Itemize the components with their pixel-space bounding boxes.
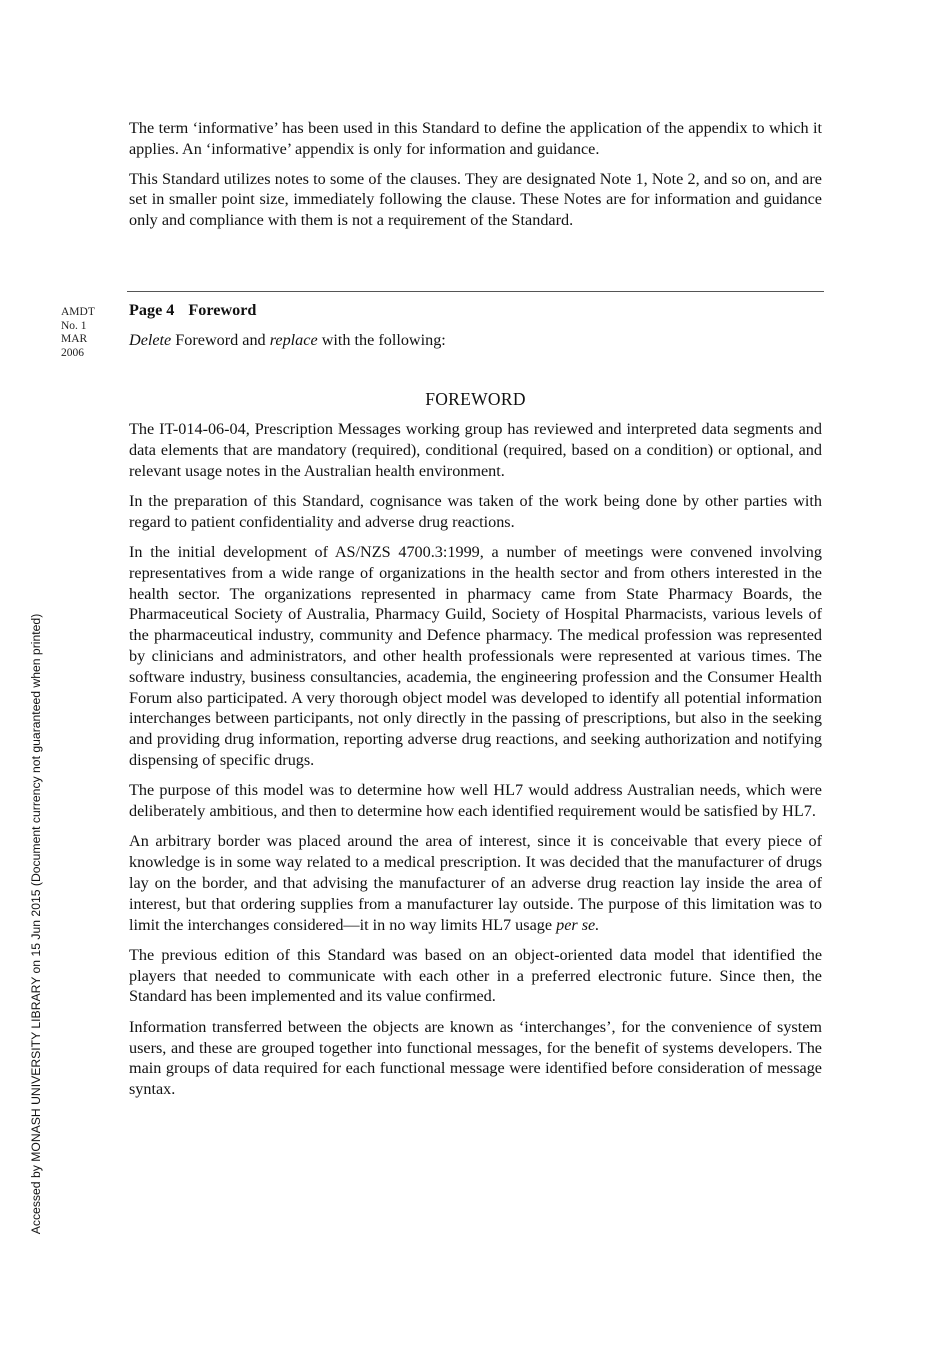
access-watermark-text: Accessed by MONASH UNIVERSITY LIBRARY on 15 Jun 2015 (Document currency not guaranteed when printed)	[29, 613, 43, 1235]
amendment-instruction-text: with the following:	[317, 331, 446, 349]
amendment-margin-line: No. 1	[61, 319, 87, 332]
foreword-paragraph: The purpose of this model was to determine how well HL7 would address Australian needs, which were deliberately ambitious, and then to determine how each identified requirement would be satisfied by HL7.	[129, 781, 822, 821]
foreword-paragraph: In the preparation of this Standard, cognisance was taken of the work being done by other parties with regard to patient confidentiality and adverse drug reactions.	[129, 491, 822, 531]
amendment-heading	[129, 300, 256, 320]
amendment-replace-word: replace	[269, 331, 318, 349]
amendment-delete-word: Delete	[129, 331, 172, 349]
foreword-paragraph: In the initial development of AS/NZS 4700.3:1999, a number of meetings were convened involving representatives from a wide range of organizations in the health sector and from others interested in the health sector. The organizations represented in pharmacy came from State Pharmacy Boards, the Pharmaceutical Society of Australia, Pharmacy Guild, Society of Hospital Pharmacists, various levels of the pharmaceutical industry, community and Defence pharmacy. The medical profession was represented by clinicians and administrators, and other health professionals were represented at various times. The software industry, business consultancies, academia, the engineering profession and the Consumer Health Forum also participated. A very thorough object model was developed to identify all potential information interchanges between participants, not only directly in the passing of prescriptions, but also in the seeking and providing drug information, reporting adverse drug reactions, and seeking authorization and notifying dispensing of specific drugs.	[129, 542, 822, 769]
intro-paragraph-notes: This Standard utilizes notes to some of the clauses. They are designated Note 1, Note 2, and so on, and are set in smaller point size, immediately following the clause. These Notes are for information and guidance only and compliance with them is not a requirement of the Standard.	[129, 169, 822, 230]
foreword-paragraph	[129, 831, 822, 935]
amendment-margin-line: AMDT	[61, 306, 95, 318]
amendment-margin-note	[61, 306, 95, 360]
amendment-instruction-text: Foreword and	[171, 331, 270, 349]
amendment-section: Foreword	[188, 301, 257, 319]
amendment-page-ref: Page 4	[129, 301, 175, 319]
foreword-italic-text: per se.	[556, 915, 600, 934]
foreword-paragraph: The IT-014-06-04, Prescription Messages working group has reviewed and interpreted data segments and data elements that are mandatory (required), conditional (required, based on a condition) or optional, and relevant usage notes in the Australian health environment.	[129, 420, 822, 480]
foreword-section	[129, 419, 822, 1100]
foreword-paragraph: Information transferred between the objects are known as ‘interchanges’, for the convenience of system users, and these are grouped together into functional messages, for the benefit of systems developers. The main groups of data required for each functional message were identified before consideration of message syntax.	[129, 1017, 822, 1099]
foreword-paragraph-text: An arbitrary border was placed around the area of interest, since it is conceivable that every piece of knowledge is in some way related to a medical prescription. It was decided that the manufacturer of drugs lay on the border, and that advising the manufacturer of an adverse drug reaction lay inside the area of interest, but that ordering supplies from a manufacturer lay outside. The purpose of this limitation was to limit the interchanges considered—it in no way limits HL7 usage	[129, 832, 822, 934]
intro-section	[129, 118, 822, 231]
foreword-paragraph: The previous edition of this Standard was based on an object-oriented data model that identified the players that needed to communicate with each other in a preferred electronic future. Since then, the Standard has been implemented and its value confirmed.	[129, 945, 822, 1006]
section-divider	[127, 291, 824, 292]
amendment-margin-line: 2006	[61, 346, 84, 359]
foreword-title: FOREWORD	[425, 389, 526, 409]
intro-paragraph-informative: The term ‘informative’ has been used in this Standard to define the application of the appendix to which it applies. An ‘informative’ appendix is only for information and guidance.	[129, 119, 822, 158]
amendment-instruction	[129, 330, 446, 350]
amendment-margin-line: MAR	[61, 333, 88, 345]
access-watermark	[29, 598, 43, 1250]
